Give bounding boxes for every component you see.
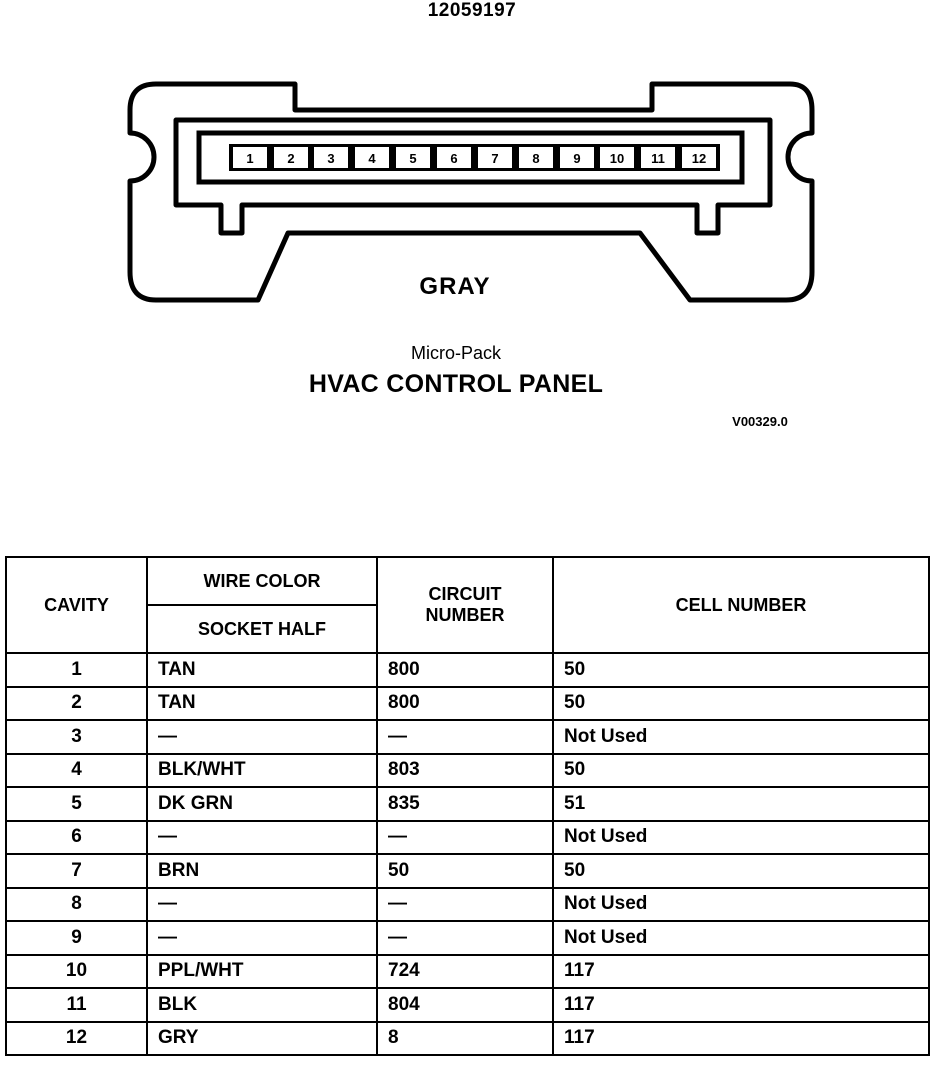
- wire-color-cell: —: [147, 888, 377, 922]
- cavity-cell: 10: [6, 955, 147, 989]
- circuit-number-cell: 803: [377, 754, 553, 788]
- cell-number-cell: 50: [553, 754, 929, 788]
- connector-type: Micro-Pack: [410, 343, 501, 363]
- cavity-cell: 5: [6, 787, 147, 821]
- wire-color-cell: BLK: [147, 988, 377, 1022]
- cell-number-cell: 117: [553, 955, 929, 989]
- pin-number: 1: [246, 151, 254, 166]
- pin-number: 9: [573, 151, 581, 166]
- cell-number-cell: Not Used: [553, 720, 929, 754]
- table-row: [6, 754, 929, 788]
- connector-title: HVAC CONTROL PANEL: [308, 370, 604, 398]
- cavity-cell: 11: [6, 988, 147, 1022]
- header-wire-color: WIRE COLOR: [147, 557, 377, 605]
- table-row: [6, 921, 929, 955]
- wire-color-cell: —: [147, 821, 377, 855]
- cell-number-cell: Not Used: [553, 821, 929, 855]
- circuit-number-cell: 800: [377, 653, 553, 687]
- pinout-table: [5, 556, 930, 1056]
- circuit-number-cell: 50: [377, 854, 553, 888]
- table-row: [6, 720, 929, 754]
- housing-color-label: GRAY: [419, 273, 491, 300]
- wire-color-cell: PPL/WHT: [147, 955, 377, 989]
- circuit-number-cell: 835: [377, 787, 553, 821]
- wire-color-cell: TAN: [147, 687, 377, 721]
- cavity-cell: 9: [6, 921, 147, 955]
- header-circuit-number: CIRCUIT NUMBER: [377, 557, 553, 653]
- cavity-cell: 4: [6, 754, 147, 788]
- table-row: [6, 687, 929, 721]
- pin-number: 2: [287, 151, 295, 166]
- table-row: [6, 821, 929, 855]
- cavity-cell: 2: [6, 687, 147, 721]
- cell-number-cell: 50: [553, 687, 929, 721]
- header-socket-half: SOCKET HALF: [147, 605, 377, 653]
- cell-number-cell: Not Used: [553, 921, 929, 955]
- cell-number-cell: 117: [553, 1022, 929, 1056]
- table-row: [6, 787, 929, 821]
- table-row: [6, 653, 929, 687]
- pin-number: 3: [327, 151, 335, 166]
- circuit-number-cell: —: [377, 720, 553, 754]
- figure-id: V00329.0: [732, 414, 788, 429]
- pin-number: 11: [651, 151, 665, 166]
- circuit-number-cell: 724: [377, 955, 553, 989]
- pin-number: 7: [491, 151, 499, 166]
- wire-color-cell: GRY: [147, 1022, 377, 1056]
- pin-number: 10: [609, 151, 625, 166]
- wire-color-cell: BRN: [147, 854, 377, 888]
- cell-number-cell: Not Used: [553, 888, 929, 922]
- header-cell-number: CELL NUMBER: [553, 557, 929, 653]
- circuit-number-cell: —: [377, 888, 553, 922]
- table-row: [6, 1022, 929, 1056]
- wire-color-cell: DK GRN: [147, 787, 377, 821]
- pin-number: 4: [368, 151, 376, 166]
- pin-number: 6: [450, 151, 458, 166]
- circuit-number-cell: 800: [377, 687, 553, 721]
- pinout-table-body: [6, 653, 929, 1055]
- circuit-number-cell: 804: [377, 988, 553, 1022]
- pin-number: 12: [691, 151, 707, 166]
- cell-number-cell: 51: [553, 787, 929, 821]
- pin-number: 8: [532, 151, 540, 166]
- wire-color-cell: —: [147, 720, 377, 754]
- table-row: [6, 888, 929, 922]
- wire-color-cell: BLK/WHT: [147, 754, 377, 788]
- cavity-cell: 12: [6, 1022, 147, 1056]
- circuit-number-cell: 8: [377, 1022, 553, 1056]
- header-cavity: CAVITY: [6, 557, 147, 653]
- cell-number-cell: 117: [553, 988, 929, 1022]
- pin-number: 5: [409, 151, 417, 166]
- cavity-cell: 6: [6, 821, 147, 855]
- wire-color-cell: TAN: [147, 653, 377, 687]
- circuit-number-cell: —: [377, 821, 553, 855]
- cavity-cell: 3: [6, 720, 147, 754]
- wire-color-cell: —: [147, 921, 377, 955]
- table-row: [6, 955, 929, 989]
- cavity-cell: 8: [6, 888, 147, 922]
- cavity-cell: 1: [6, 653, 147, 687]
- circuit-number-cell: —: [377, 921, 553, 955]
- cell-number-cell: 50: [553, 653, 929, 687]
- table-row: [6, 854, 929, 888]
- cell-number-cell: 50: [553, 854, 929, 888]
- cavity-cell: 7: [6, 854, 147, 888]
- table-row: [6, 988, 929, 1022]
- part-number: 12059197: [427, 0, 517, 21]
